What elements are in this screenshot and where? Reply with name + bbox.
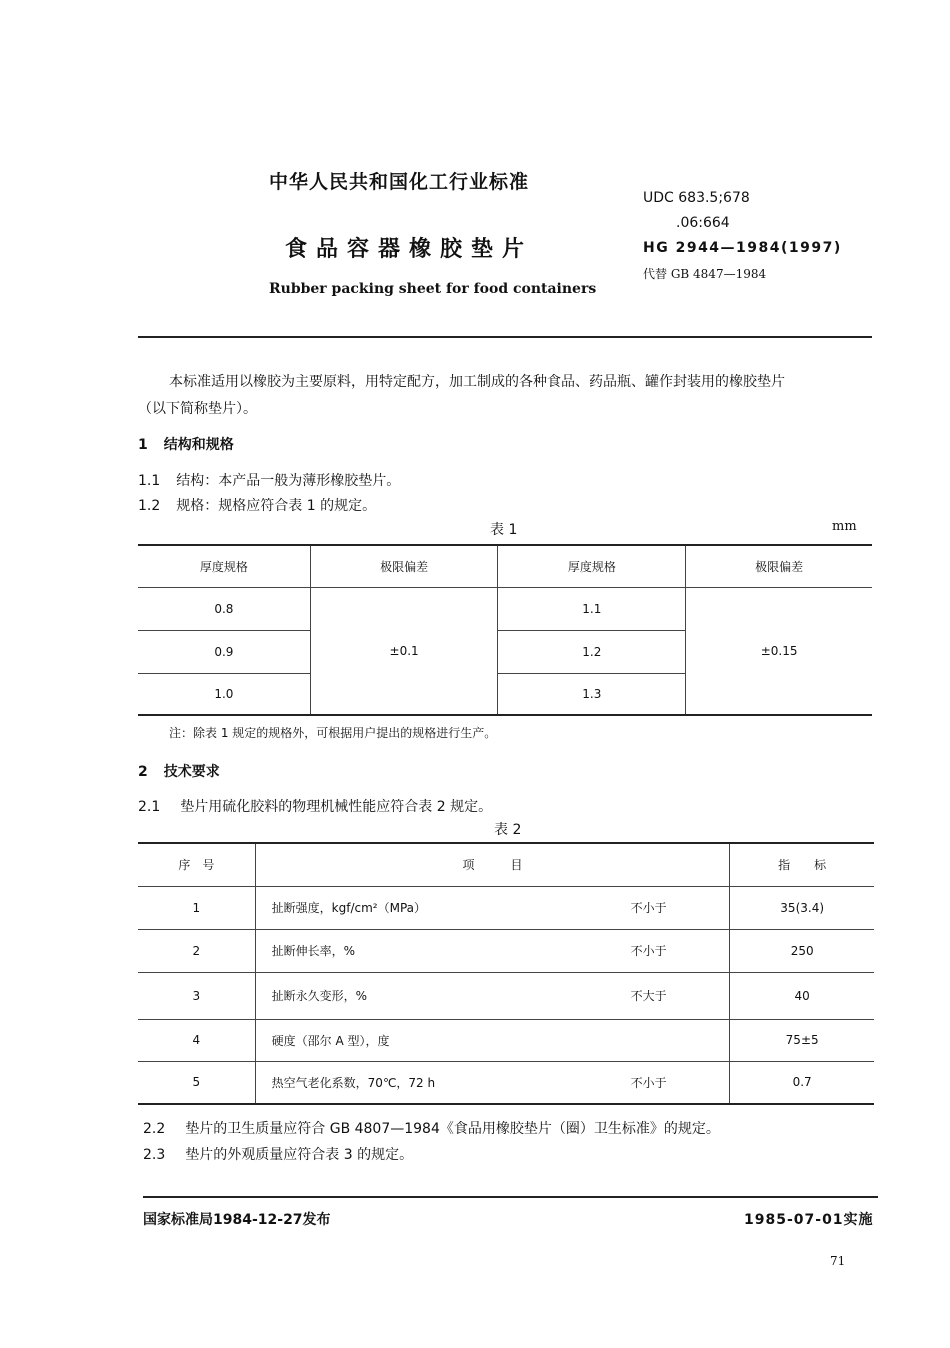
- table2-cell-value: 0.7: [730, 1061, 874, 1104]
- clause-number: 2.1: [138, 799, 161, 815]
- table2-cell-item: 扯断强度，kgf/cm²（MPa）: [255, 886, 630, 929]
- table1-header-cell: 厚度规格: [498, 545, 686, 587]
- table2-cell-item: 扯断伸长率，%: [255, 929, 630, 972]
- standard-code: HG 2944—1984(1997): [643, 240, 842, 256]
- clause-text: 垫片用硫化胶料的物理机械性能应符合表 2 规定。: [180, 799, 493, 815]
- table2-cell-item: 热空气老化系数，70℃，72 h: [255, 1061, 630, 1104]
- table2-cell-item: 硬度（邵尔 A 型），度: [255, 1019, 630, 1061]
- clause-text: 垫片的卫生质量应符合 GB 4807—1984《食品用橡胶垫片（圈）卫生标准》的规定。: [185, 1121, 720, 1137]
- table2-header-index: 指 标: [730, 843, 874, 886]
- table-row: [138, 972, 874, 1019]
- clause-2-3: [143, 1144, 413, 1164]
- spec-table: [138, 544, 872, 716]
- section1-number: 1: [138, 437, 148, 453]
- table1-cell-deviation: ±0.1: [310, 587, 498, 715]
- table2-cell-value: 250: [730, 929, 874, 972]
- table2-header-item: 项 目: [255, 843, 730, 886]
- scope-paragraph-line1: 本标准适用以橡胶为主要原料，用特定配方，加工制成的各种食品、药品瓶、罐作封装用的橡胶垫片: [169, 374, 785, 390]
- section1-heading: [138, 434, 234, 454]
- clause-number: 2.3: [143, 1147, 166, 1163]
- table2-cell-seq: 2: [138, 929, 255, 972]
- table2-cell-value: 35(3.4): [730, 886, 874, 929]
- table1-header-cell: 极限偏差: [310, 545, 498, 587]
- section2-heading: [138, 761, 220, 781]
- table-row: [138, 886, 874, 929]
- clause-number: 1.2: [138, 498, 161, 514]
- clause-1-1: [138, 470, 400, 490]
- clause-2-1: [138, 796, 492, 816]
- table2-cell-condition: 不大于: [631, 972, 730, 1019]
- table-row: [138, 1019, 874, 1061]
- table-row: [138, 1061, 874, 1104]
- table1-cell-thickness: 1.1: [498, 587, 686, 630]
- clause-number: 1.1: [138, 473, 161, 489]
- document-title-en: Rubber packing sheet for food containers: [269, 281, 597, 297]
- clause-1-2: [138, 495, 376, 515]
- table1-cell-thickness: 1.3: [498, 673, 686, 715]
- properties-table: [138, 842, 874, 1105]
- table2-cell-seq: 5: [138, 1061, 255, 1104]
- issue-date: 国家标准局1984-12-27发布: [143, 1212, 331, 1228]
- section2-title: 技术要求: [163, 764, 220, 780]
- udc-code-line2: .06:664: [676, 215, 730, 231]
- clause-text: 结构：本产品一般为薄形橡胶垫片。: [176, 473, 401, 489]
- table1-unit: mm: [832, 519, 857, 534]
- table1-cell-deviation: ±0.15: [686, 587, 872, 715]
- table1-cell-thickness: 1.0: [138, 673, 310, 715]
- page-number: 71: [830, 1254, 846, 1268]
- table2-cell-condition: [631, 1019, 730, 1061]
- section1-title: 结构和规格: [163, 437, 234, 453]
- table-row: [138, 929, 874, 972]
- document-title-cn: 食品容器橡胶垫片: [285, 237, 534, 262]
- table1-cell-thickness: 0.8: [138, 587, 310, 630]
- table2-cell-seq: 3: [138, 972, 255, 1019]
- header-rule: [138, 336, 872, 338]
- clause-number: 2.2: [143, 1121, 166, 1137]
- table2-cell-condition: 不小于: [631, 886, 730, 929]
- table2-cell-value: 75±5: [730, 1019, 874, 1061]
- clause-text: 规格：规格应符合表 1 的规定。: [176, 498, 377, 514]
- table1-header-cell: 厚度规格: [138, 545, 310, 587]
- footer-rule: [143, 1196, 878, 1198]
- table2-caption: 表 2: [494, 822, 522, 838]
- replaces-standard: 代替 GB 4847—1984: [643, 267, 767, 281]
- table2-cell-condition: 不小于: [631, 1061, 730, 1104]
- clause-2-2: [143, 1118, 720, 1138]
- table2-cell-condition: 不小于: [631, 929, 730, 972]
- table1-cell-thickness: 0.9: [138, 630, 310, 673]
- table1-header-cell: 极限偏差: [686, 545, 872, 587]
- table2-header-seq: 序 号: [138, 843, 255, 886]
- table2-cell-item: 扯断永久变形，%: [255, 972, 630, 1019]
- scope-paragraph-line2: （以下简称垫片）。: [138, 401, 257, 417]
- table1-cell-thickness: 1.2: [498, 630, 686, 673]
- udc-code-line1: UDC 683.5;678: [643, 190, 750, 206]
- standard-org-title: 中华人民共和国化工行业标准: [269, 171, 530, 193]
- section2-number: 2: [138, 764, 148, 780]
- table2-cell-seq: 4: [138, 1019, 255, 1061]
- clause-text: 垫片的外观质量应符合表 3 的规定。: [185, 1147, 414, 1163]
- table1-note: 注：除表 1 规定的规格外，可根据用户提出的规格进行生产。: [169, 726, 497, 740]
- effective-date: 1985-07-01实施: [744, 1212, 874, 1228]
- table1-caption: 表 1: [490, 522, 518, 538]
- table2-cell-seq: 1: [138, 886, 255, 929]
- table2-cell-value: 40: [730, 972, 874, 1019]
